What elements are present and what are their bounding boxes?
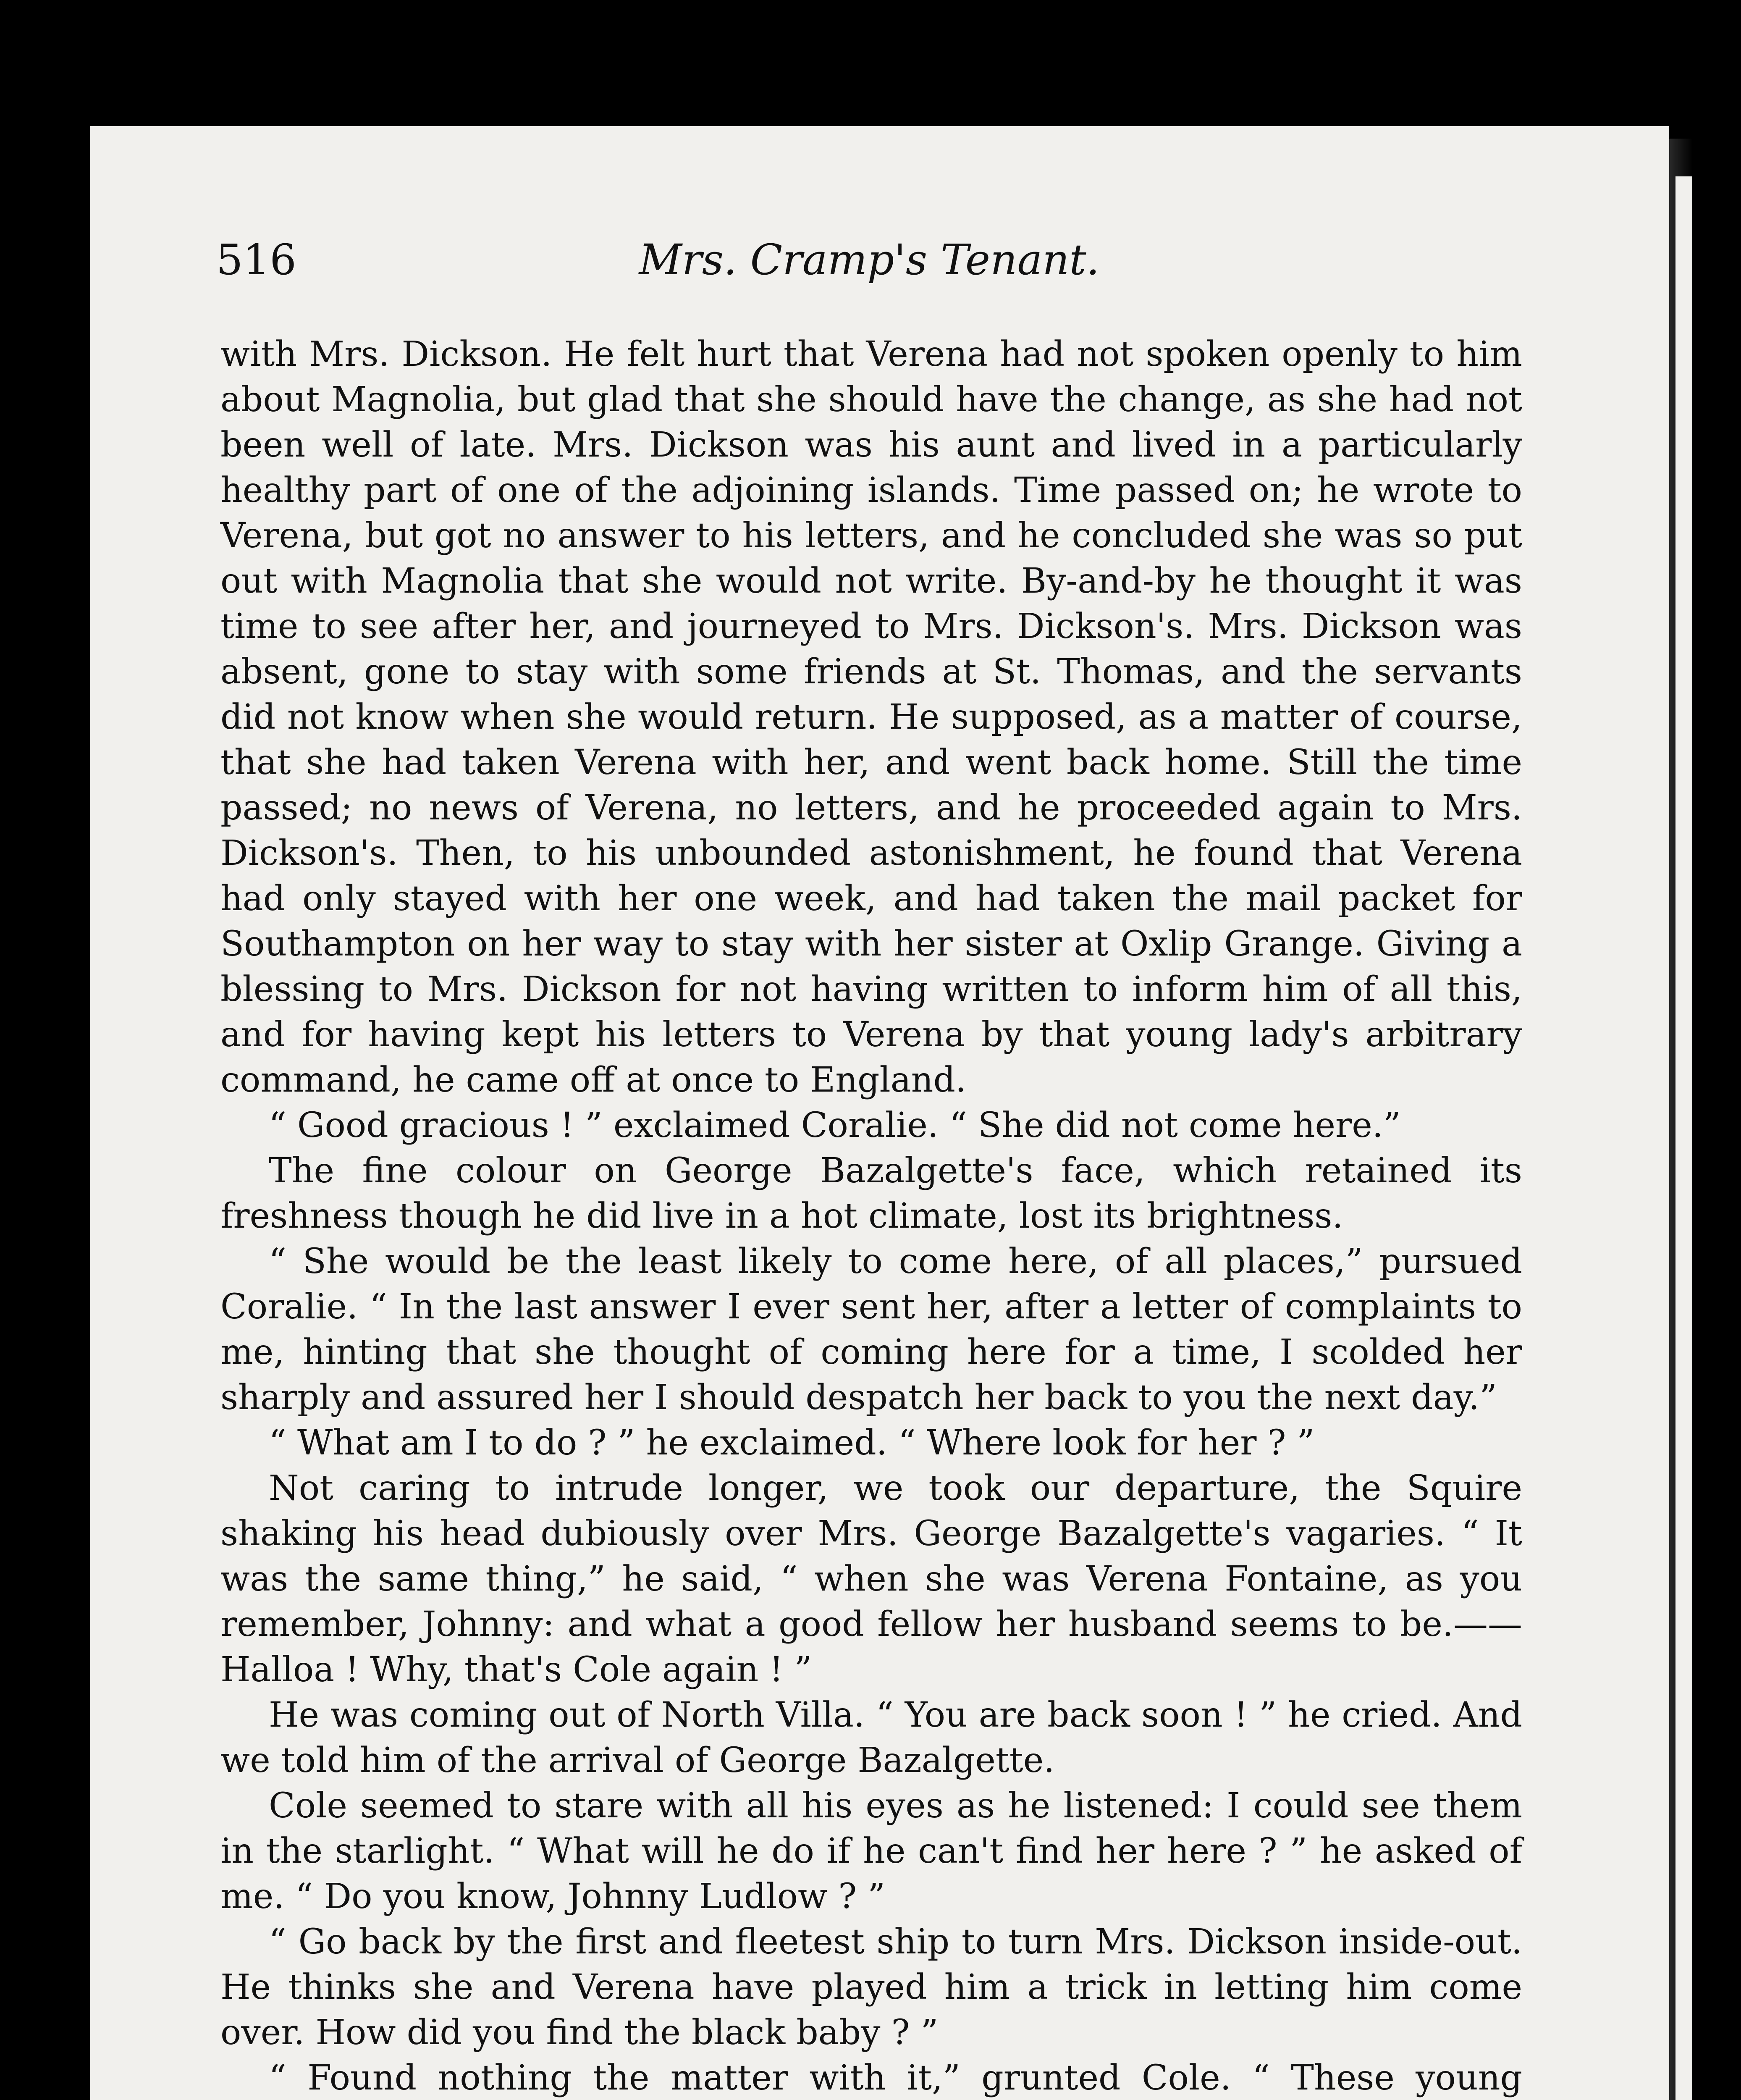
paragraph: “ Found nothing the matter with it,” grunted Cole. “ These young bbox=[269, 2058, 1522, 2098]
paragraph: “ She would be the least likely to come here, of all places,” pursued Coralie. “ In the last answer I ever sent her, after a letter of complaints to me, hinting that she thought of coming here for a time, I scolded her sharply and assured her I should despatch her back to you the next day.” bbox=[220, 1242, 1522, 1418]
next-page-edge bbox=[1675, 176, 1692, 2100]
paragraph: “ Good gracious ! ” exclaimed Coralie. “ She did not come here.” bbox=[269, 1105, 1401, 1145]
paragraph: with Mrs. Dickson. He felt hurt that Verena had not spoken openly to him about Magnolia, but glad that she should have the change, as she had not been well of late. Mrs. Dickson was his aunt and lived in a particularly healthy part of one of the adjoining islands. Time passed on; he wrote to Verena, but got no answer to his letters, and he concluded she was so put out with Magnolia that she would not write. By-and-by he thought it was time to see after her, and journeyed to Mrs. Dickson's. Mrs. Dickson was absent, gone to stay with some friends at St. Thomas, and the servants did not know when she would return. He supposed, as a matter of course, that she had taken Verena with her, and went back home. Still the time passed; no news of Verena, no letters, and he proceeded again to Mrs. Dickson's. Then, to his unbounded astonishment, he found that Verena had only stayed with her one week, and had taken the mail packet for Southampton on her way to stay with her sister at Oxlip Grange. Giving a blessing to Mrs. Dickson for not having written to inform him of all this, and for having kept his letters to Verena by that young lady's arbitrary command, he came off at once to England. bbox=[220, 334, 1522, 1100]
running-title: Mrs. Cramp's Tenant. bbox=[639, 235, 1100, 284]
paragraph: Not caring to intrude longer, we took our departure, the Squire shaking his head dubiously over Mrs. George Bazalgette's vagaries. “ It was the same thing,” he said, “ when she was Verena Fontaine, as you remember, Johnny: and what a good fellow her husband seems to be.——Halloa ! Why, that's Cole again ! ” bbox=[220, 1468, 1522, 1690]
page-number: 516 bbox=[216, 235, 296, 284]
paragraph: “ What am I to do ? ” he exclaimed. “ Where look for her ? ” bbox=[269, 1423, 1315, 1463]
paragraph: Cole seemed to stare with all his eyes as he listened: I could see them in the starlight. “ What will he do if he can't find her here ? ” he asked of me. “ Do you know, Johnny Ludlow ? ” bbox=[220, 1786, 1522, 1916]
running-header bbox=[216, 235, 1522, 290]
body-text bbox=[220, 332, 1522, 2100]
paragraph: The fine colour on George Bazalgette's face, which retained its freshness though he did live in a hot climate, lost its brightness. bbox=[220, 1151, 1522, 1236]
paragraph: “ Go back by the first and fleetest ship to turn Mrs. Dickson inside-out. He thinks she and Verena have played him a trick in letting him come over. How did you find the black baby ? ” bbox=[220, 1922, 1522, 2053]
paragraph: He was coming out of North Villa. “ You are back soon ! ” he cried. And we told him of the arrival of George Bazalgette. bbox=[220, 1695, 1522, 1780]
